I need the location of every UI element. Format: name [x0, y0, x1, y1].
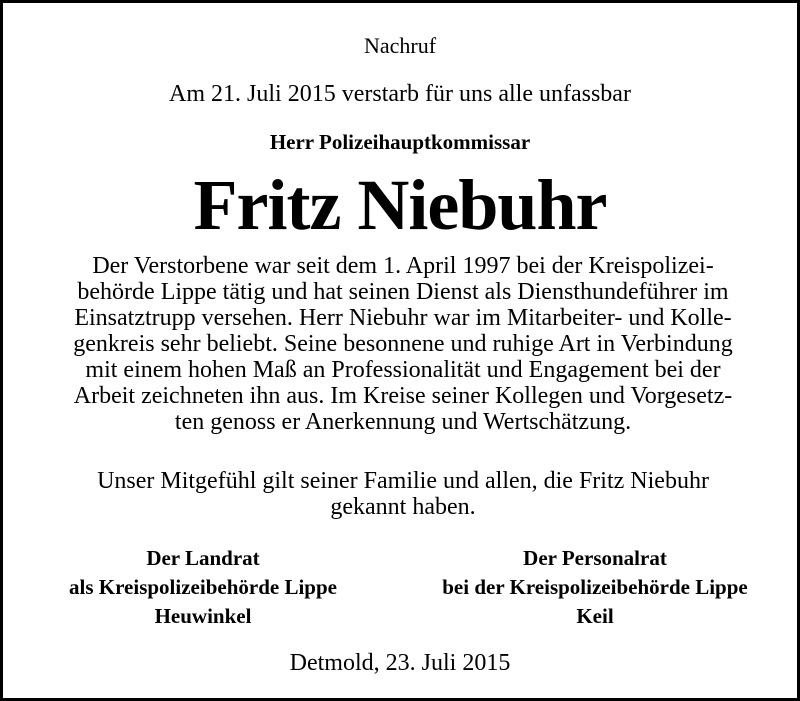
signature-organization: als Kreispolizeibehörde Lippe [69, 575, 337, 599]
deceased-name: Fritz Niebuhr [193, 165, 607, 245]
body-line: Der Verstorbene war seit dem 1. April 1997 bei der Kreispolizei- [92, 253, 714, 279]
signature-title: Der Landrat [146, 546, 260, 570]
condolence-line: Unser Mitgefühl gilt seiner Familie und allen, die Fritz Niebuhr [97, 468, 709, 494]
intro-line: Am 21. Juli 2015 verstarb für uns alle unfassbar [169, 81, 631, 107]
notice-header: Nachruf [363, 33, 437, 58]
body-line: ten genoss er Anerkennung und Wertschätzung. [174, 409, 632, 435]
body-line: genkreis sehr beliebt. Seine besonnene und ruhige Art in Verbindung [73, 331, 733, 357]
rank-title: Herr Polizeihauptkommissar [269, 130, 531, 154]
body-line: behörde Lippe tätig und hat seinen Dienst als Diensthundeführer im [77, 279, 729, 305]
signature-landrat [3, 544, 403, 631]
body-line: Arbeit zeichneten ihn aus. Im Kreise seiner Kollegen und Vorgesetz- [73, 383, 733, 409]
condolence-line: gekannt haben. [330, 494, 476, 520]
place-date: Detmold, 23. Juli 2015 [289, 650, 511, 676]
condolence-text [23, 468, 783, 520]
body-text [23, 253, 783, 435]
signature-title: Der Personalrat [523, 546, 667, 570]
signature-name: Heuwinkel [154, 604, 252, 628]
body-line: mit einem hohen Maß an Professionalität und Engagement bei der [85, 357, 721, 383]
signature-name: Keil [576, 604, 614, 628]
signature-personalrat [395, 544, 795, 631]
body-line: Einsatztrupp versehen. Herr Niebuhr war im Mitarbeiter- und Kolle- [74, 305, 732, 331]
signature-organization: bei der Kreispolizeibehörde Lippe [442, 575, 748, 599]
